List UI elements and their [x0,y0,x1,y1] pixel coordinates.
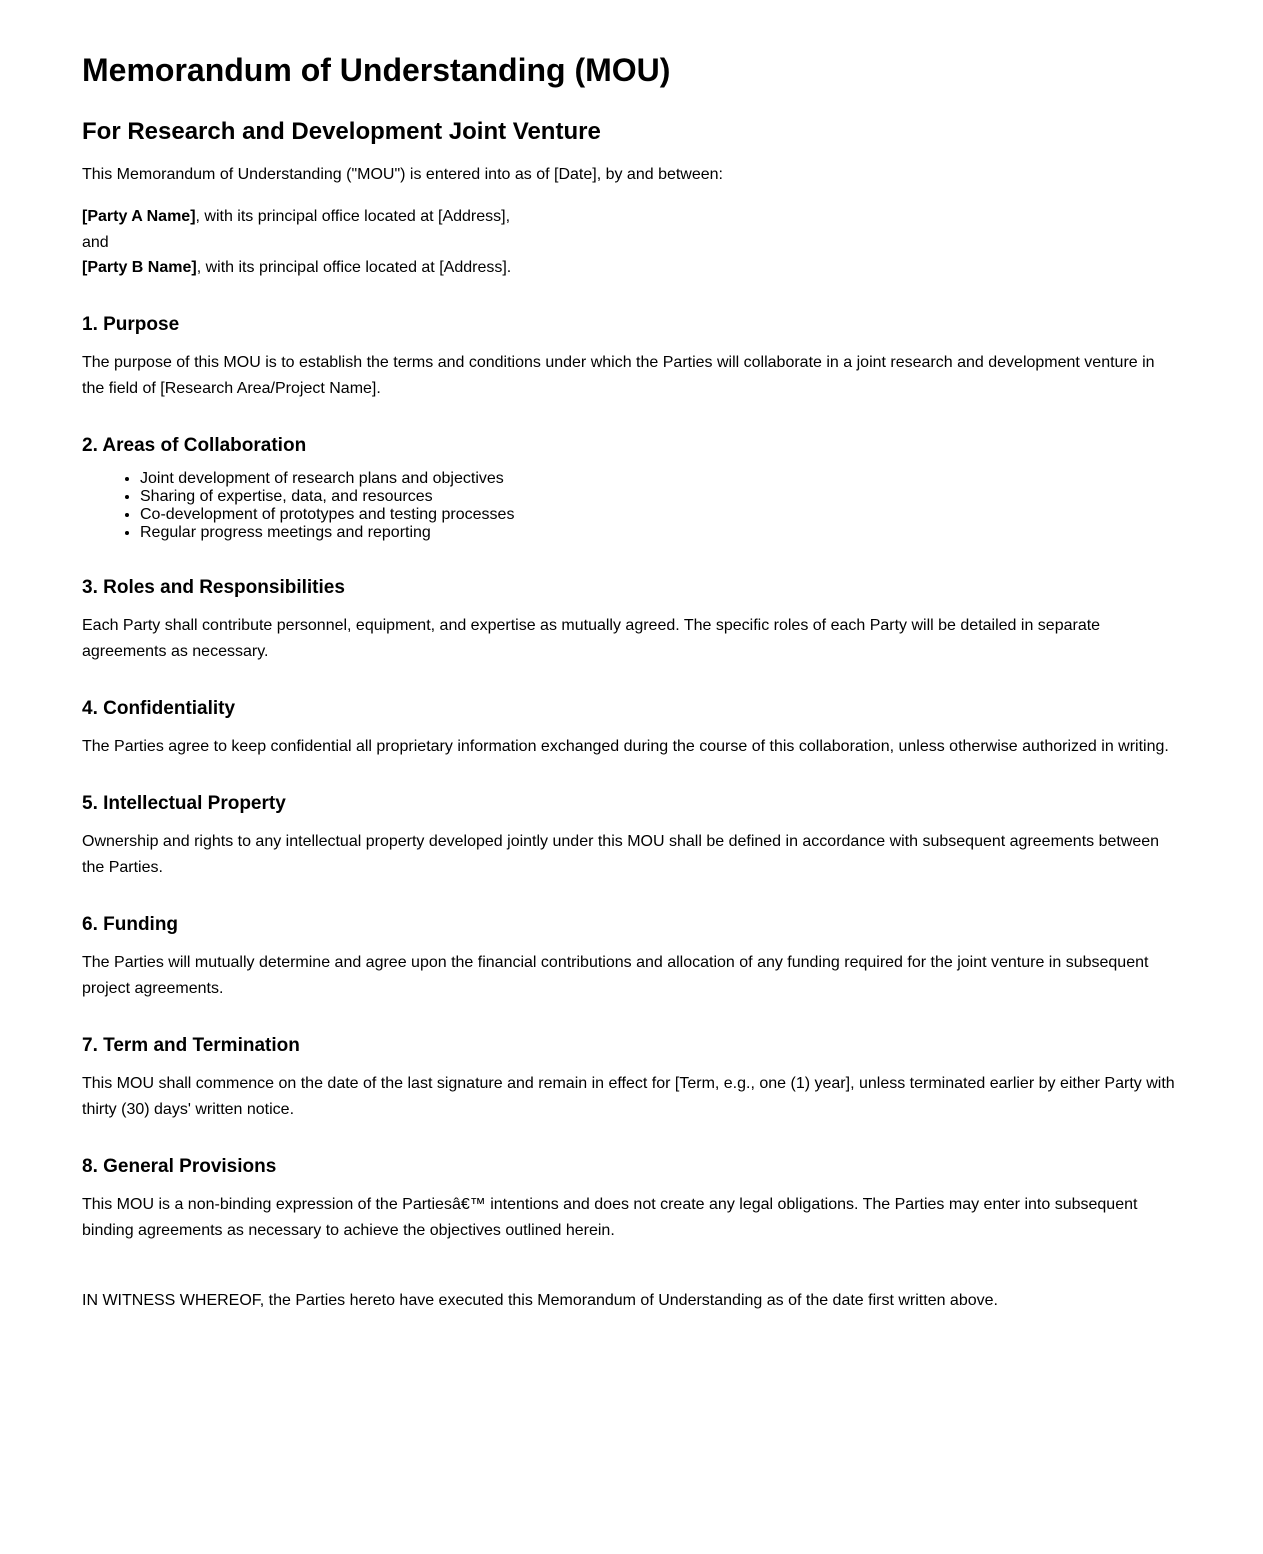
list-item: • Joint development of research plans and objectives [140,470,1181,488]
parties-block [82,204,1181,281]
party-a-line [82,204,1181,230]
section-intellectual-property [82,792,1181,881]
section-heading: 8. General Provisions [82,1155,277,1177]
party-a-address: , with its principal office located at [Address], [195,208,511,225]
party-b-name: [Party B Name] [82,259,197,276]
list-item: • Co-development of prototypes and testing processes [140,506,1181,524]
parties-connector: and [82,233,109,251]
section-heading: 1. Purpose [82,313,180,335]
section-heading: 2. Areas of Collaboration [82,434,307,456]
section-heading: 6. Funding [82,913,179,935]
section-body: The Parties agree to keep confidential all proprietary information exchanged during the course of this collaboration, unless otherwise authorized in writing. [82,737,1169,755]
section-funding [82,913,1181,1002]
section-heading: 3. Roles and Responsibilities [82,576,345,598]
intro-paragraph: This Memorandum of Understanding ("MOU") is entered into as of [Date], by and between: [82,166,723,183]
section-confidentiality [82,697,1181,760]
section-term-termination [82,1034,1181,1123]
list-item: • Sharing of expertise, data, and resources [140,488,1181,506]
document-subtitle: For Research and Development Joint Venture [82,118,601,145]
witness-statement: IN WITNESS WHEREOF, the Parties hereto have executed this Memorandum of Understanding as of the date first written above. [82,1291,998,1309]
list-item: • Regular progress meetings and reporting [140,524,1181,542]
section-heading: 7. Term and Termination [82,1034,300,1056]
document-title: Memorandum of Understanding (MOU) [82,52,671,88]
section-roles [82,576,1181,665]
collaboration-list [82,470,1181,542]
party-b-line [82,255,1181,281]
section-body: The purpose of this MOU is to establish the terms and conditions under which the Parties will collaborate in a joint research and development venture in the field of [Research Area/Project Name]. [82,353,1155,397]
section-body: Ownership and rights to any intellectual property developed jointly under this MOU shall be defined in accordance with subsequent agreements between the Parties. [82,832,1160,876]
section-areas-of-collaboration [82,434,1181,542]
section-body: The Parties will mutually determine and agree upon the financial contributions and allocation of any funding required for the joint venture in subsequent project agreements. [82,953,1149,997]
section-body: This MOU shall commence on the date of the last signature and remain in effect for [Term, e.g., one (1) year], unless terminated earlier by either Party with thirty (30) days' written notice. [82,1074,1175,1118]
section-heading: 5. Intellectual Property [82,792,286,814]
section-heading: 4. Confidentiality [82,697,236,719]
section-general-provisions [82,1155,1181,1244]
party-a-name: [Party A Name] [82,208,196,225]
section-body: This MOU is a non-binding expression of the Partiesâ€™ intentions and does not create any legal obligations. The Parties may enter into subsequent binding agreements as necessary to achieve the objectives outlined herein. [82,1195,1138,1239]
section-purpose [82,313,1181,402]
section-body: Each Party shall contribute personnel, equipment, and expertise as mutually agreed. The specific roles of each Party will be detailed in separate agreements as necessary. [82,616,1101,660]
party-b-address: , with its principal office located at [Address]. [196,259,512,276]
